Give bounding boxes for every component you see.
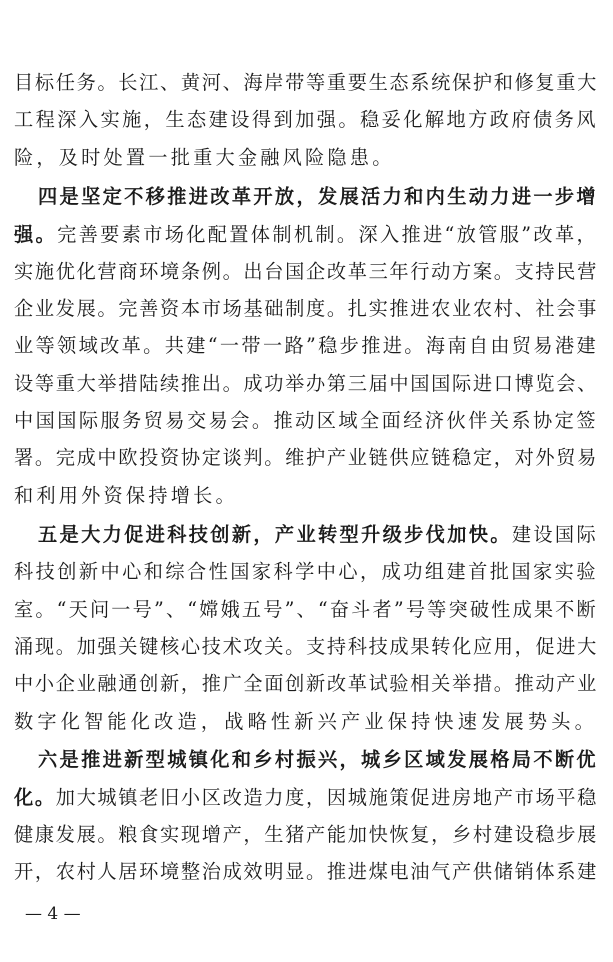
line-text: 科技创新中心和综合性国家科学中心，成功组建首批国家实验 [14,560,598,583]
body-line [14,369,604,399]
section-heading-four: 四是坚定不移推进改革开放，发展活力和内生动力进一步增 [38,185,598,208]
body-line [14,220,604,250]
body-line [14,857,604,887]
line-text: 设等重大举措陆续推出。成功举办第三届中国国际进口博览会、 [14,372,599,395]
body-line [14,68,604,98]
line-text: 险，及时处置一批重大金融风险隐患。 [14,146,395,169]
line-text: 健康发展。粮食实现增产，生猪产能加快恢复，乡村建设稳步展 [14,823,599,846]
line-text: 企业发展。完善资本市场基础制度。扎实推进农业农村、社会事 [14,297,599,320]
line-text: 完善要素市场化配置体制机制。深入推进“放管服”改革， [57,223,599,246]
body-line [14,557,604,587]
line-text: 建设国际 [511,523,598,546]
body-line [14,105,604,135]
body-line [14,707,604,737]
line-text: 室。“天问一号”、“嫦娥五号”、“奋斗者”号等突破性成果不断 [14,598,598,621]
line-text: 工程深入实施，生态建设得到加强。稳妥化解地方政府债务风 [14,108,598,131]
line-text: 业等领域改革。共建“一带一路”稳步推进。海南自由贸易港建 [14,334,599,357]
line-text: 开，农村人居环境整治成效明显。推进煤电油气产供储销体系建 [14,860,599,883]
line-text: 实施优化营商环境条例。出台国企改革三年行动方案。支持民营 [14,260,599,283]
line-text: 中小企业融通创新，推广全面创新改革试验相关举措。推动产业 [14,672,599,695]
paragraph-heading-line [38,520,604,550]
body-line [14,406,604,436]
section-heading-six: 六是推进新型城镇化和乡村振兴，城乡区域发展格局不断优 [38,748,598,771]
line-text: 目标任务。长江、黄河、海岸带等重要生态系统保护和修复重大 [14,71,599,94]
body-line [14,443,604,473]
page-number: — 4 — [25,904,81,924]
section-heading-four-end: 强。 [14,223,58,246]
section-heading-six-end: 化。 [14,786,56,809]
paragraph-heading-line [38,182,604,212]
body-line [14,632,604,662]
line-text: 加大城镇老旧小区改造力度，因城施策促进房地产市场平稳 [55,786,599,809]
line-text: 数字化智能化改造，战略性新兴产业保持快速发展势头。 [14,710,598,733]
section-heading-five: 五是大力促进科技创新，产业转型升级步伐加快。 [38,523,512,546]
body-line [14,257,604,287]
body-line [14,820,604,850]
line-text: 中国国际服务贸易交易会。推动区域全面经济伙伴关系协定签 [14,409,598,432]
body-line [14,595,604,625]
body-line [14,669,604,699]
line-text: 涌现。加强关键核心技术攻关。支持科技成果转化应用，促进大 [14,635,599,658]
body-line [14,294,604,324]
line-text: 署。完成中欧投资协定谈判。维护产业链供应链稳定，对外贸易 [14,446,599,469]
paragraph-heading-line [38,745,604,775]
line-text: 和利用外资保持增长。 [14,484,238,507]
body-line [14,331,604,361]
body-line [14,783,604,813]
body-line [14,481,604,511]
body-line [14,143,604,173]
